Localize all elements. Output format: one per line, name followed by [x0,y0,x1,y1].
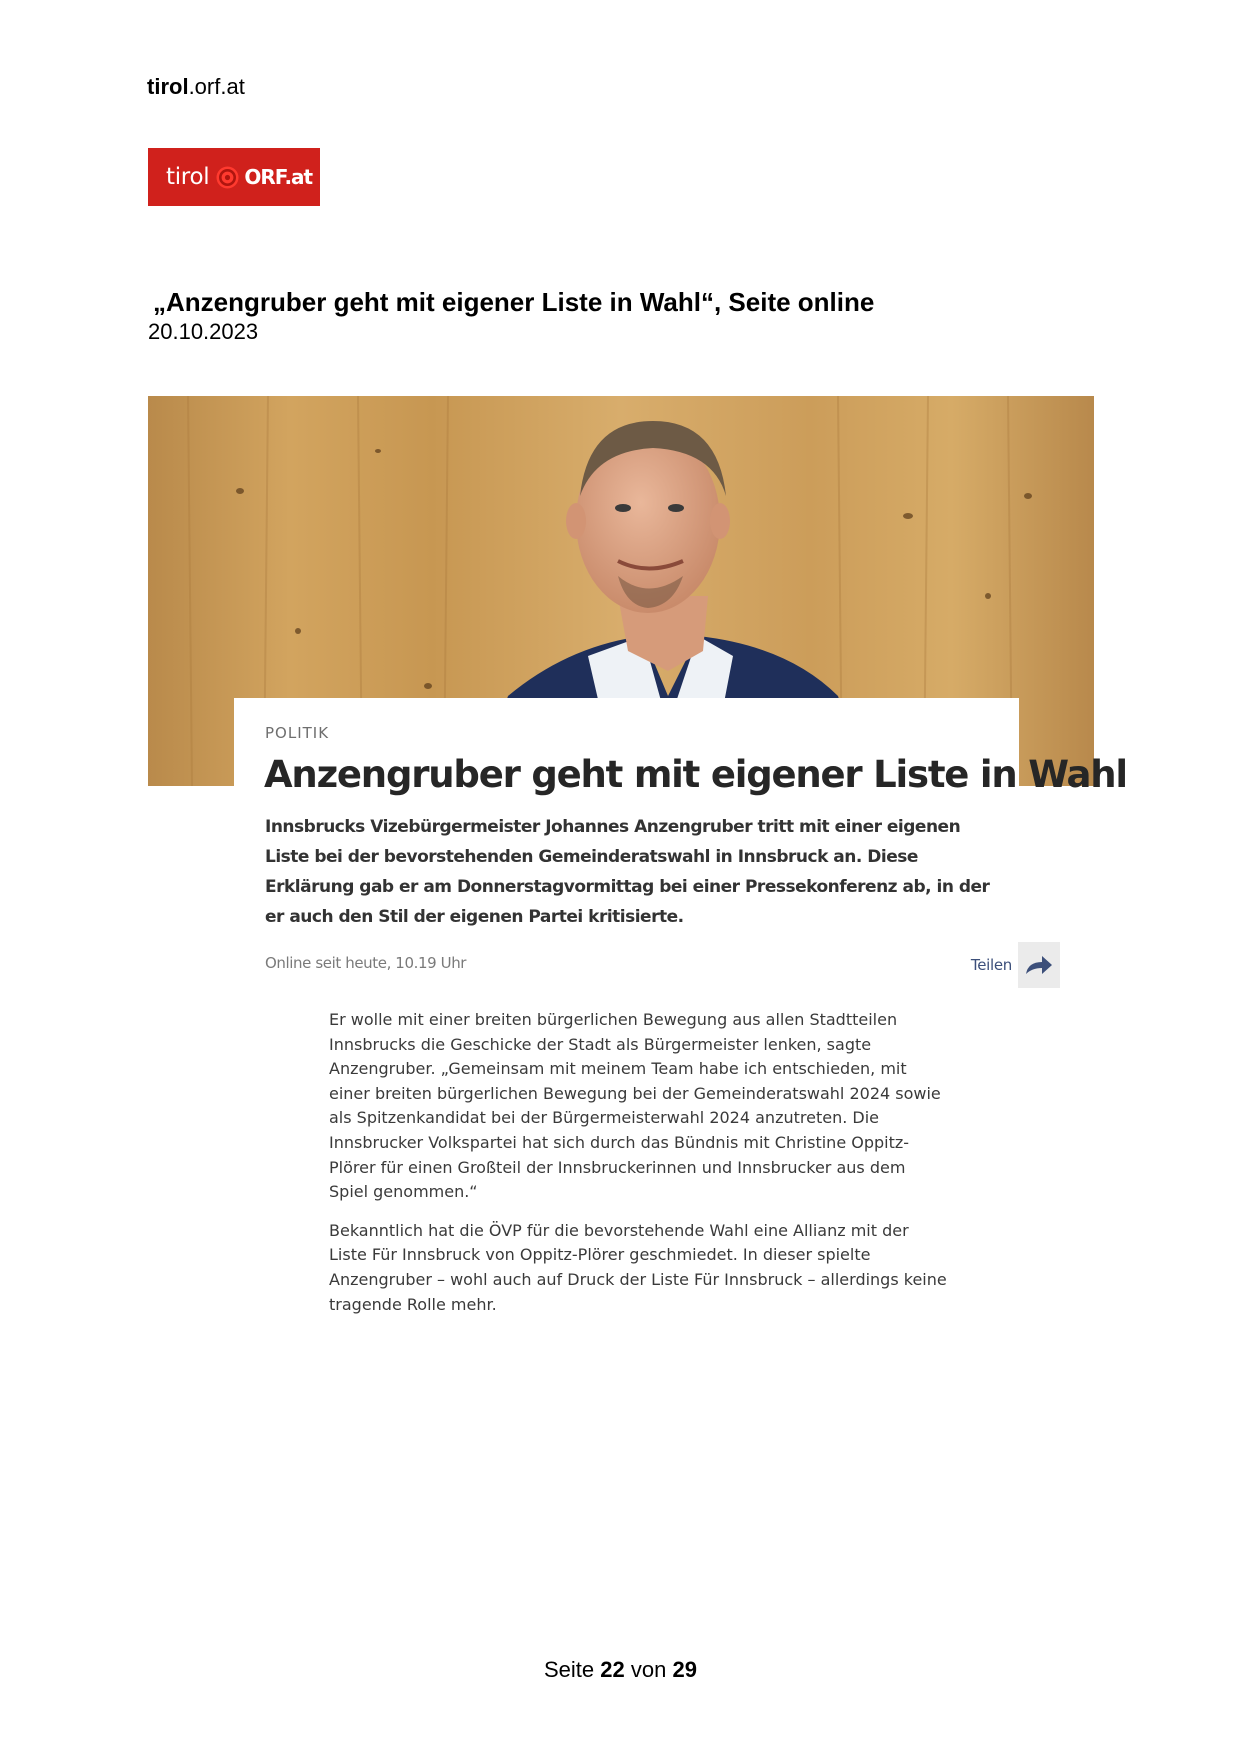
logo-tirol-text: tirol [166,164,210,190]
orf-tirol-logo [148,148,320,206]
share-arrow-icon[interactable] [1018,942,1060,988]
source-domain-rest: .orf.at [188,74,245,99]
source-domain [147,74,245,100]
page-middle: von [630,1657,667,1682]
article-headline: Anzengruber geht mit eigener Liste in Wahl [264,753,1127,796]
article-meta-row [265,942,1060,990]
share-button[interactable] [971,942,1060,988]
article-timestamp: Online seit heute, 10.19 Uhr [265,954,467,972]
logo-orf-text: ORF.at [244,165,313,189]
article-body [329,1008,949,1331]
article-lead: Innsbrucks Vizebürgermeister Johannes Anzengruber tritt mit einer eigenen Liste bei der bevorstehenden Gemeinderatswahl in Innsbruck an. Diese Erklärung gab er am Donnerstagvormittag bei einer Pressekonferenz ab, in der er auch den Stil der eigenen Partei kritisierte. [265,817,990,927]
article-paragraph: Bekanntlich hat die ÖVP für die bevorstehende Wahl eine Allianz mit der Liste Für Innsbruck von Oppitz-Plörer geschmiedet. In dieser spielte Anzengruber – wohl auch auf Druck der Liste Für Innsbruck – allerdings keine tragende Rolle mehr. [329,1220,947,1314]
clipping-date: 20.10.2023 [148,319,259,344]
page-total: 29 [672,1657,697,1682]
page-prefix: Seite [544,1657,595,1682]
share-label: Teilen [970,956,1012,974]
clipping-title: „Anzengruber geht mit eigener Liste in Wahl“, Seite online [153,287,875,317]
article-paragraph: Er wolle mit einer breiten bürgerlichen Bewegung aus allen Stadtteilen Innsbrucks die Geschicke der Stadt als Bürgermeister lenken, sagte Anzengruber. „Gemeinsam mit meinem Team habe ich entschieden, mit einer breiten bürgerlichen Bewegung bei der Gemeinderatswahl 2024 sowie als Spitzenkandidat bei der Bürgermeisterwahl 2024 anzutreten. Die Innsbrucker Volkspartei hat sich durch das Bündnis mit Christine Oppitz-Plörer für einen Großteil der Innsbruckerinnen und Innsbrucker aus dem Spiel genommen.“ [329,1010,941,1202]
page-current: 22 [600,1657,625,1682]
page-number [0,1657,1241,1683]
article-kicker: POLITIK [265,724,330,742]
source-domain-bold: tirol [147,74,189,99]
orf-ring-icon [215,165,240,190]
